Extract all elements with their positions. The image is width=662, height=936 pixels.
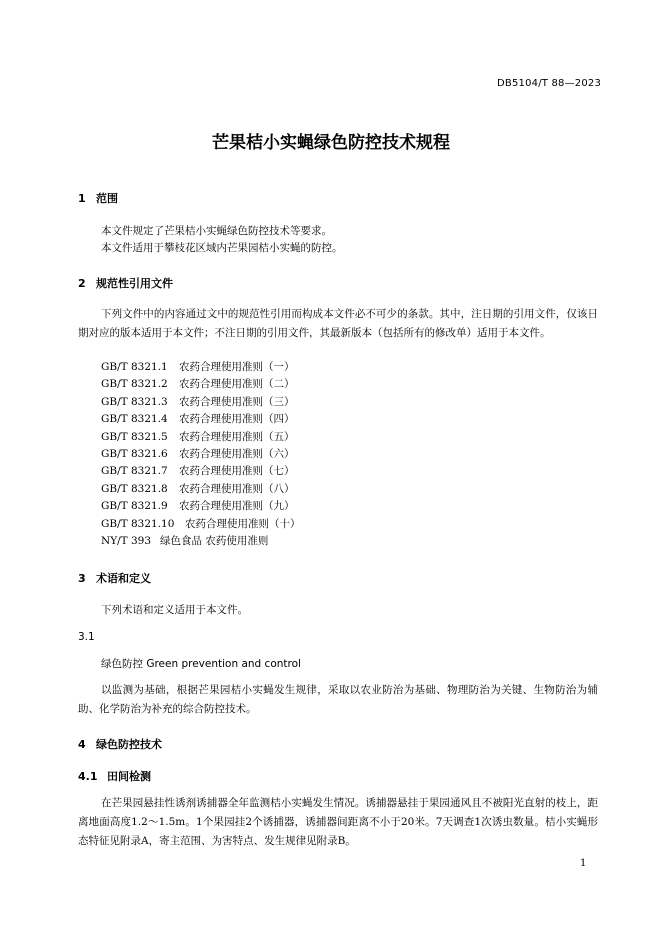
section-title: 术语和定义 bbox=[96, 572, 151, 585]
reference-item: GB/T 8321.6 农药合理使用准则（六） bbox=[101, 448, 295, 461]
subsection-4-1-heading bbox=[78, 768, 151, 784]
paragraph: 下列文件中的内容通过文中的规范性引用而构成本文件必不可少的条款。其中，注日期的引用文件，仅该日期对应的版本适用于本文件；不注日期的引用文件，其最新版本（包括所有的修改单）适用于本文件。 bbox=[78, 308, 598, 339]
section-3-heading bbox=[78, 570, 151, 586]
reference-item: GB/T 8321.9 农药合理使用准则（九） bbox=[101, 500, 295, 513]
section-title: 规范性引用文件 bbox=[96, 277, 173, 290]
paragraph: 在芒果园悬挂性诱剂诱捕器全年监测桔小实蝇发生情况。诱捕器悬挂于果园通风且不被阳光直射的枝上，距离地面高度1.2～1.5m。1个果园挂2个诱捕器，诱捕器间距离不小于20米。7天调查1次诱虫数量。桔小实蝇形态特征见附录A，寄主范围、为害特点、发生规律见附录B。 bbox=[78, 797, 598, 847]
reference-item: GB/T 8321.2 农药合理使用准则（二） bbox=[101, 378, 295, 391]
term-number: 3.1 bbox=[78, 631, 95, 643]
page-title: 芒果桔小实蝇绿色防控技术规程 bbox=[212, 133, 450, 153]
reference-item: GB/T 8321.3 农药合理使用准则（三） bbox=[101, 395, 295, 408]
section-1-heading bbox=[78, 190, 118, 206]
section-number: 2 bbox=[78, 277, 86, 290]
reference-item: NY/T 393 绿色食品 农药使用准则 bbox=[101, 535, 269, 548]
normative-references-list bbox=[101, 359, 301, 550]
term-definition: 以监测为基础，根据芒果园桔小实蝇发生规律，采取以农业防治为基础、物理防治为关键、生物防治为辅助、化学防治为补充的综合防控技术。 bbox=[78, 684, 598, 715]
document-number: DB5104/T 88—2023 bbox=[497, 78, 602, 89]
section-title: 绿色防控技术 bbox=[96, 738, 162, 751]
reference-item: GB/T 8321.1 农药合理使用准则（一） bbox=[101, 361, 295, 373]
section-4-heading bbox=[78, 736, 162, 752]
reference-item: GB/T 8321.8 农药合理使用准则（八） bbox=[101, 482, 295, 495]
reference-item: GB/T 8321.10 农药合理使用准则（十） bbox=[101, 517, 301, 530]
section-number: 3 bbox=[78, 572, 86, 585]
paragraph: 本文件规定了芒果桔小实蝇绿色防控技术等要求。 bbox=[101, 225, 332, 237]
section-number: 1 bbox=[78, 192, 86, 205]
subsection-title: 田间检测 bbox=[107, 770, 151, 783]
term-entry: 绿色防控 Green prevention and control bbox=[101, 658, 301, 670]
reference-item: GB/T 8321.7 农药合理使用准则（七） bbox=[101, 465, 295, 478]
section-number: 4 bbox=[78, 738, 86, 751]
reference-item: GB/T 8321.4 农药合理使用准则（四） bbox=[101, 413, 295, 426]
reference-item: GB/T 8321.5 农药合理使用准则（五） bbox=[101, 430, 295, 443]
page-number: 1 bbox=[580, 858, 587, 869]
section-title: 范围 bbox=[96, 192, 118, 205]
paragraph: 本文件适用于攀枝花区域内芒果园桔小实蝇的防控。 bbox=[101, 242, 343, 254]
paragraph: 下列术语和定义适用于本文件。 bbox=[101, 604, 248, 616]
subsection-number: 4.1 bbox=[78, 770, 98, 783]
section-2-heading bbox=[78, 275, 173, 291]
